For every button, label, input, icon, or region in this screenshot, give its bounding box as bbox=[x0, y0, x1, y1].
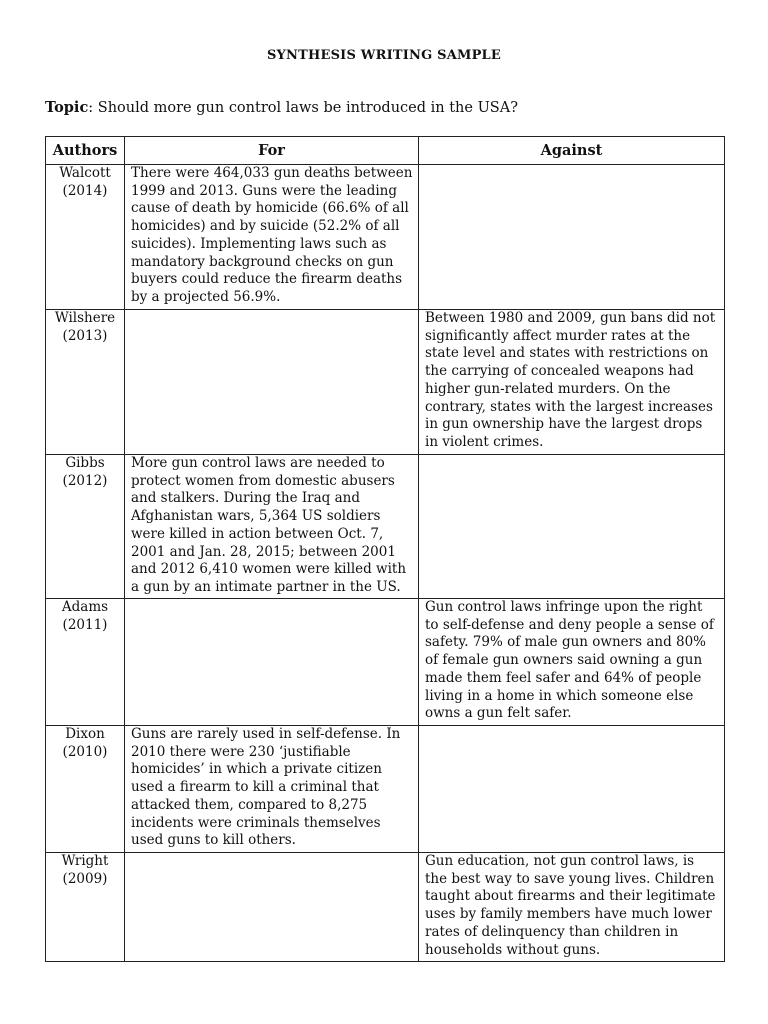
author-cell bbox=[46, 726, 125, 853]
against-cell bbox=[419, 726, 725, 853]
author-name: Wright bbox=[61, 853, 109, 869]
for-cell: Guns are rarely used in self-defense. In 2010 there were 230 ‘justifiable homicides’ in which a private citizen used a firearm to kill a criminal that attacked them, compared to 8,275 incidents were criminals themselves used guns to kill others. bbox=[125, 726, 419, 853]
topic-line bbox=[45, 99, 518, 116]
for-cell bbox=[125, 310, 419, 455]
table-row bbox=[46, 853, 725, 962]
for-cell bbox=[125, 599, 419, 726]
topic-text: : Should more gun control laws be introduced in the USA? bbox=[88, 100, 518, 116]
header-for: For bbox=[125, 137, 419, 165]
table-row bbox=[46, 455, 725, 599]
author-year: (2010) bbox=[62, 743, 108, 760]
against-cell: Gun education, not gun control laws, is the best way to save young lives. Children taught about firearms and their legitimate uses by family members have much lower rates of delinquency than children in households without guns. bbox=[419, 853, 725, 962]
author-year: (2009) bbox=[62, 870, 108, 887]
table-header-row bbox=[46, 137, 725, 165]
against-cell bbox=[419, 455, 725, 599]
author-cell bbox=[46, 310, 125, 455]
for-cell: More gun control laws are needed to protect women from domestic abusers and stalkers. During the Iraq and Afghanistan wars, 5,364 US soldiers were killed in action between Oct. 7, 2001 and Jan. 28, 2015; between 2001 and 2012 6,410 women were killed with a gun by an intimate partner in the US. bbox=[125, 455, 419, 599]
author-name: Wilshere bbox=[54, 310, 116, 326]
against-cell: Between 1980 and 2009, gun bans did not significantly affect murder rates at the state level and states with restrictions on the carrying of concealed weapons had higher gun-related murders. On the contrary, states with the largest increases in gun ownership have the largest drops in violent crimes. bbox=[419, 310, 725, 455]
for-cell: There were 464,033 gun deaths between 1999 and 2013. Guns were the leading cause of death by homicide (66.6% of all homicides) and by suicide (52.2% of all suicides). Implementing laws such as mandatory background checks on gun buyers could reduce the firearm deaths by a projected 56.9%. bbox=[125, 165, 419, 310]
author-cell bbox=[46, 455, 125, 599]
header-against: Against bbox=[419, 137, 725, 165]
author-year: (2013) bbox=[62, 327, 108, 344]
table-row bbox=[46, 165, 725, 310]
author-cell bbox=[46, 853, 125, 962]
author-name: Gibbs bbox=[65, 455, 105, 471]
table-row bbox=[46, 599, 725, 726]
against-cell: Gun control laws infringe upon the right to self-defense and deny people a sense of safety. 79% of male gun owners and 80% of female gun owners said owning a gun made them feel safer and 64% of people living in a home in which someone else owns a gun felt safer. bbox=[419, 599, 725, 726]
topic-label: Topic bbox=[45, 99, 89, 116]
synthesis-table bbox=[45, 136, 725, 962]
author-year: (2011) bbox=[62, 616, 108, 633]
author-year: (2014) bbox=[62, 182, 108, 199]
document-title: SYNTHESIS WRITING SAMPLE bbox=[266, 48, 502, 63]
author-cell bbox=[46, 599, 125, 726]
author-name: Dixon bbox=[65, 726, 105, 742]
author-year: (2012) bbox=[62, 472, 108, 489]
table-row bbox=[46, 310, 725, 455]
author-cell bbox=[46, 165, 125, 310]
author-name: Walcott bbox=[59, 165, 111, 181]
author-name: Adams bbox=[61, 599, 109, 615]
header-authors: Authors bbox=[46, 137, 125, 165]
against-cell bbox=[419, 165, 725, 310]
for-cell bbox=[125, 853, 419, 962]
table-row bbox=[46, 726, 725, 853]
